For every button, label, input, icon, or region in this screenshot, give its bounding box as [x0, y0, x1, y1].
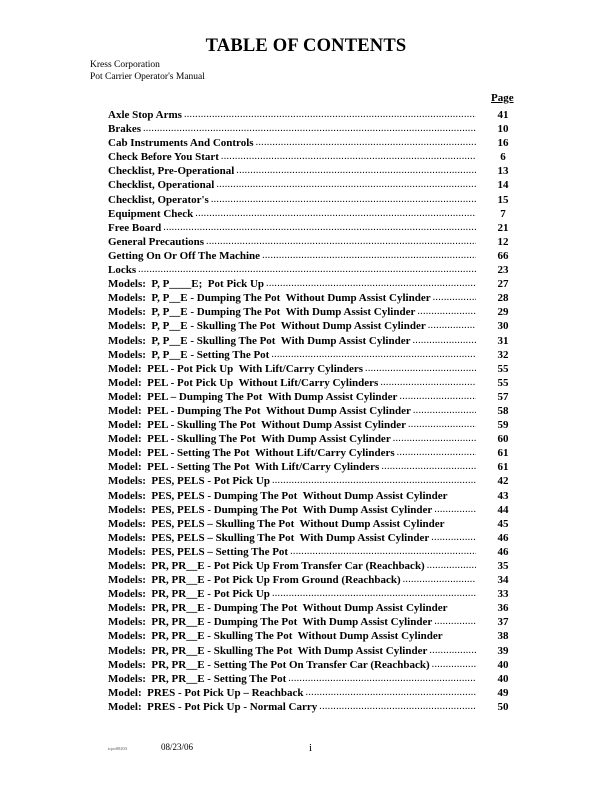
toc-entry-title: Axle Stop Arms: [108, 109, 182, 121]
toc-entry-title: Checklist, Operational: [108, 179, 215, 192]
toc-entry[interactable]: [108, 473, 518, 487]
toc-entry-title: Checklist, Operator's: [108, 193, 209, 206]
toc-entry-page: 40: [497, 672, 509, 685]
toc-entry-title: Models: P, P__E - Skulling The Pot Without Dump Assist Cylinder: [108, 320, 426, 333]
toc-entry-title: Cab Instruments And Controls: [108, 137, 254, 150]
toc-entry-title: Check Before You Start: [108, 151, 219, 164]
dot-leader: [433, 290, 476, 301]
dot-leader: [216, 177, 476, 188]
toc-entry-title: Models: PES, PELS – Skulling The Pot Without Dump Assist Cylinder: [108, 517, 445, 530]
toc-entry-title: Model: PEL - Skulling The Pot Without Dump Assist Cylinder: [108, 419, 406, 432]
toc-entry-page: 12: [497, 235, 509, 248]
toc-entry-title: Models: P, P__E - Skulling The Pot With Dump Assist Cylinder: [108, 334, 411, 347]
toc-entry-page: 49: [497, 686, 509, 699]
toc-entry-page: 41: [497, 109, 509, 121]
toc-entry-title: Models: PES, PELS – Skulling The Pot With Dump Assist Cylinder: [108, 531, 430, 544]
toc-entry-page: 23: [497, 264, 509, 277]
dot-leader: [427, 558, 476, 569]
toc-entry-page: 7: [500, 207, 506, 220]
toc-entry-page: 57: [497, 390, 509, 403]
toc-entry-page: 37: [497, 616, 509, 629]
toc-entry-title: Locks: [108, 264, 137, 277]
toc-entry-title: Model: PEL – Dumping The Pot With Dump Assist Cylinder: [108, 390, 398, 403]
toc-entry-title: Model: PEL - Dumping The Pot Without Dump Assist Cylinder: [108, 404, 411, 417]
toc-entry-page: 58: [497, 404, 509, 417]
toc-entry-title: Model: PEL - Pot Pick Up With Lift/Carry Cylinders: [108, 362, 364, 375]
dot-leader: [434, 502, 476, 513]
toc-entry-title: Models: P, P__E - Dumping The Pot Without Dump Assist Cylinder: [108, 292, 431, 305]
toc-entry-title: Models: PR, PR__E - Pot Pick Up From Transfer Car (Reachback): [108, 560, 425, 572]
toc-entry[interactable]: [108, 177, 518, 191]
toc-entry[interactable]: [108, 544, 518, 558]
toc-entry-page: 66: [497, 249, 509, 262]
toc-entry[interactable]: [108, 192, 518, 206]
toc-entry-title: Models: PES, PELS - Dumping The Pot With Dump Assist Cylinder: [108, 503, 433, 516]
toc-entry-page: 44: [497, 503, 509, 516]
toc-entry-title: Model: PRES - Pot Pick Up – Reachback: [108, 686, 304, 699]
toc-entry[interactable]: [108, 248, 518, 262]
toc-entry[interactable]: [108, 643, 518, 657]
dot-leader: [163, 220, 476, 231]
dot-leader: [236, 163, 476, 174]
toc-entry-page: 33: [497, 588, 509, 601]
toc-entry[interactable]: [108, 699, 518, 713]
dot-leader: [408, 417, 476, 428]
toc-entry[interactable]: [108, 445, 518, 459]
toc-entry[interactable]: [108, 516, 518, 530]
toc-entry[interactable]: [108, 600, 518, 614]
toc-entry-page: 61: [497, 461, 509, 474]
toc-entry[interactable]: [108, 206, 518, 220]
toc-entry-page: 59: [497, 419, 509, 432]
toc-entry[interactable]: [108, 403, 518, 417]
dot-leader: [417, 304, 476, 315]
footer-page-number: i: [309, 742, 313, 754]
toc-entry[interactable]: [108, 347, 518, 361]
toc-entry-title: Models: PR, PR__E - Pot Pick Up: [108, 588, 270, 601]
toc-entry-title: Models: P, P__E - Setting The Pot: [108, 348, 270, 361]
toc-entry[interactable]: [108, 431, 518, 445]
toc-entry-title: General Precautions: [108, 235, 205, 248]
dot-leader: [184, 107, 476, 118]
toc-entry[interactable]: [108, 657, 518, 671]
toc-entry[interactable]: [108, 163, 518, 177]
toc-entry-title: Models: P, P__E - Dumping The Pot With Dump Assist Cylinder: [108, 306, 416, 319]
toc-entry-page: 39: [497, 644, 509, 657]
toc-entry-page: 14: [497, 179, 509, 192]
toc-entry-title: Model: PEL - Skulling The Pot With Dump Assist Cylinder: [108, 433, 391, 446]
toc-entry[interactable]: [108, 685, 518, 699]
dot-leader: [434, 614, 476, 625]
dot-leader: [319, 699, 476, 710]
dot-leader: [431, 530, 476, 541]
toc-entry[interactable]: [108, 671, 518, 685]
toc-entry[interactable]: [108, 389, 518, 403]
dot-leader: [272, 586, 476, 597]
dot-leader: [138, 262, 476, 273]
toc-entry-page: 45: [497, 517, 509, 530]
toc-entry-page: 46: [497, 545, 509, 558]
toc-entry-page: 15: [497, 193, 509, 206]
toc-entry-title: Models: PR, PR__E - Dumping The Pot With Dump Assist Cylinder: [108, 616, 433, 629]
toc-entry-page: 35: [497, 560, 509, 572]
dot-leader: [428, 318, 476, 329]
toc-entry-page: 46: [497, 531, 509, 544]
toc-entry-title: Models: PES, PELS - Pot Pick Up: [108, 475, 270, 488]
footer-doc-code: tcpo00203: [108, 746, 127, 751]
toc-entry-title: Models: P, P____E; Pot Pick Up: [108, 278, 265, 291]
dot-leader: [221, 149, 476, 160]
toc-entry[interactable]: [108, 135, 518, 149]
toc-entry[interactable]: [108, 318, 518, 332]
toc-entry-title: Models: PR, PR__E - Skulling The Pot With Dump Assist Cylinder: [108, 644, 428, 657]
toc-list: [108, 107, 518, 713]
dot-leader: [143, 121, 476, 132]
dot-leader: [266, 276, 476, 287]
toc-entry[interactable]: [108, 220, 518, 234]
footer-date: 08/23/06: [161, 742, 194, 752]
toc-entry-title: Model: PEL - Pot Pick Up Without Lift/Carry Cylinders: [108, 376, 379, 389]
toc-entry-page: 42: [497, 475, 509, 488]
toc-entry-page: 30: [497, 320, 509, 333]
toc-entry[interactable]: [108, 502, 518, 516]
toc-entry[interactable]: [108, 459, 518, 473]
toc-entry[interactable]: [108, 417, 518, 431]
toc-entry-title: Models: PR, PR__E - Dumping The Pot Without Dump Assist Cylinder: [108, 602, 448, 615]
toc-entry-title: Brakes: [108, 123, 141, 136]
toc-entry-page: 36: [497, 602, 509, 615]
toc-entry-page: 61: [497, 447, 509, 460]
dot-leader: [365, 361, 476, 372]
toc-entry-page: 31: [497, 334, 509, 347]
toc-entry-page: 13: [497, 165, 509, 178]
toc-entry-title: Model: PEL - Setting The Pot Without Lift/Carry Cylinders: [108, 447, 395, 460]
toc-entry-page: 28: [497, 292, 509, 305]
dot-leader: [380, 375, 476, 386]
toc-entry[interactable]: [108, 262, 518, 276]
toc-entry-page: 50: [497, 700, 509, 713]
dot-leader: [413, 403, 476, 414]
dot-leader: [399, 389, 476, 400]
dot-leader: [397, 445, 476, 456]
toc-entry-title: Models: PES, PELS - Dumping The Pot Without Dump Assist Cylinder: [108, 489, 448, 502]
toc-entry-title: Models: PR, PR__E - Skulling The Pot Without Dump Assist Cylinder: [108, 630, 443, 643]
toc-entry-page: 10: [497, 123, 509, 136]
toc-entry[interactable]: [108, 614, 518, 628]
toc-entry[interactable]: [108, 558, 518, 572]
toc-entry-page: 55: [497, 376, 509, 389]
toc-entry-page: 32: [497, 348, 509, 361]
toc-entry-title: Models: PR, PR__E - Setting The Pot: [108, 672, 287, 685]
toc-entry[interactable]: [108, 234, 518, 248]
toc-entry-page: 34: [497, 574, 509, 587]
page-title: TABLE OF CONTENTS: [205, 36, 407, 56]
dot-leader: [211, 192, 476, 203]
dot-leader: [290, 544, 476, 555]
dot-leader: [206, 234, 476, 245]
toc-entry[interactable]: [108, 361, 518, 375]
toc-entry-title: Models: PR, PR__E - Pot Pick Up From Ground (Reachback): [108, 574, 401, 587]
toc-entry[interactable]: [108, 530, 518, 544]
toc-entry-title: Equipment Check: [108, 207, 194, 220]
toc-entry-title: Checklist, Pre-Operational: [108, 165, 235, 178]
toc-entry-page: 55: [497, 362, 509, 375]
toc-entry-title: Model: PRES - Pot Pick Up - Normal Carry: [108, 700, 318, 713]
dot-leader: [256, 135, 476, 146]
dot-leader: [195, 206, 476, 217]
toc-entry-title: Getting On Or Off The Machine: [108, 249, 261, 262]
dot-leader: [429, 643, 476, 654]
toc-entry-page: 16: [497, 137, 509, 150]
toc-entry[interactable]: [108, 586, 518, 600]
toc-entry[interactable]: [108, 290, 518, 304]
dot-leader: [381, 459, 476, 470]
dot-leader: [393, 431, 476, 442]
dot-leader: [403, 572, 476, 583]
dot-leader: [272, 473, 476, 484]
toc-entry[interactable]: [108, 375, 518, 389]
toc-entry-page: 6: [500, 151, 506, 164]
dot-leader: [288, 671, 476, 682]
dot-leader: [432, 657, 476, 668]
dot-leader: [306, 685, 476, 696]
toc-entry-page: 38: [497, 630, 509, 643]
dot-leader: [412, 333, 476, 344]
toc-entry-page: 29: [497, 306, 509, 319]
toc-entry[interactable]: [108, 572, 518, 586]
toc-entry[interactable]: [108, 121, 518, 135]
toc-entry-page: 40: [497, 658, 509, 671]
toc-entry[interactable]: [108, 628, 518, 642]
toc-entry[interactable]: [108, 276, 518, 290]
toc-entry[interactable]: [108, 107, 518, 121]
dot-leader: [262, 248, 476, 259]
toc-entry-title: Model: PEL - Setting The Pot With Lift/Carry Cylinders: [108, 461, 380, 474]
toc-entry[interactable]: [108, 333, 518, 347]
company-name: Kress Corporation: [90, 60, 160, 70]
document-source: [90, 59, 205, 83]
toc-entry[interactable]: [108, 149, 518, 163]
toc-entry-page: 27: [497, 278, 509, 291]
dot-leader: [271, 347, 476, 358]
manual-name: Pot Carrier Operator's Manual: [90, 72, 205, 82]
toc-entry[interactable]: [108, 304, 518, 318]
toc-entry-title: Models: PES, PELS – Setting The Pot: [108, 545, 289, 558]
toc-entry-page: 21: [497, 221, 509, 234]
toc-entry-title: Free Board: [108, 221, 162, 234]
page-column-header: Page: [491, 92, 514, 104]
toc-entry-page: 43: [497, 489, 509, 502]
toc-entry[interactable]: [108, 488, 518, 502]
toc-entry-page: 60: [497, 433, 509, 446]
toc-entry-title: Models: PR, PR__E - Setting The Pot On Transfer Car (Reachback): [108, 658, 430, 671]
